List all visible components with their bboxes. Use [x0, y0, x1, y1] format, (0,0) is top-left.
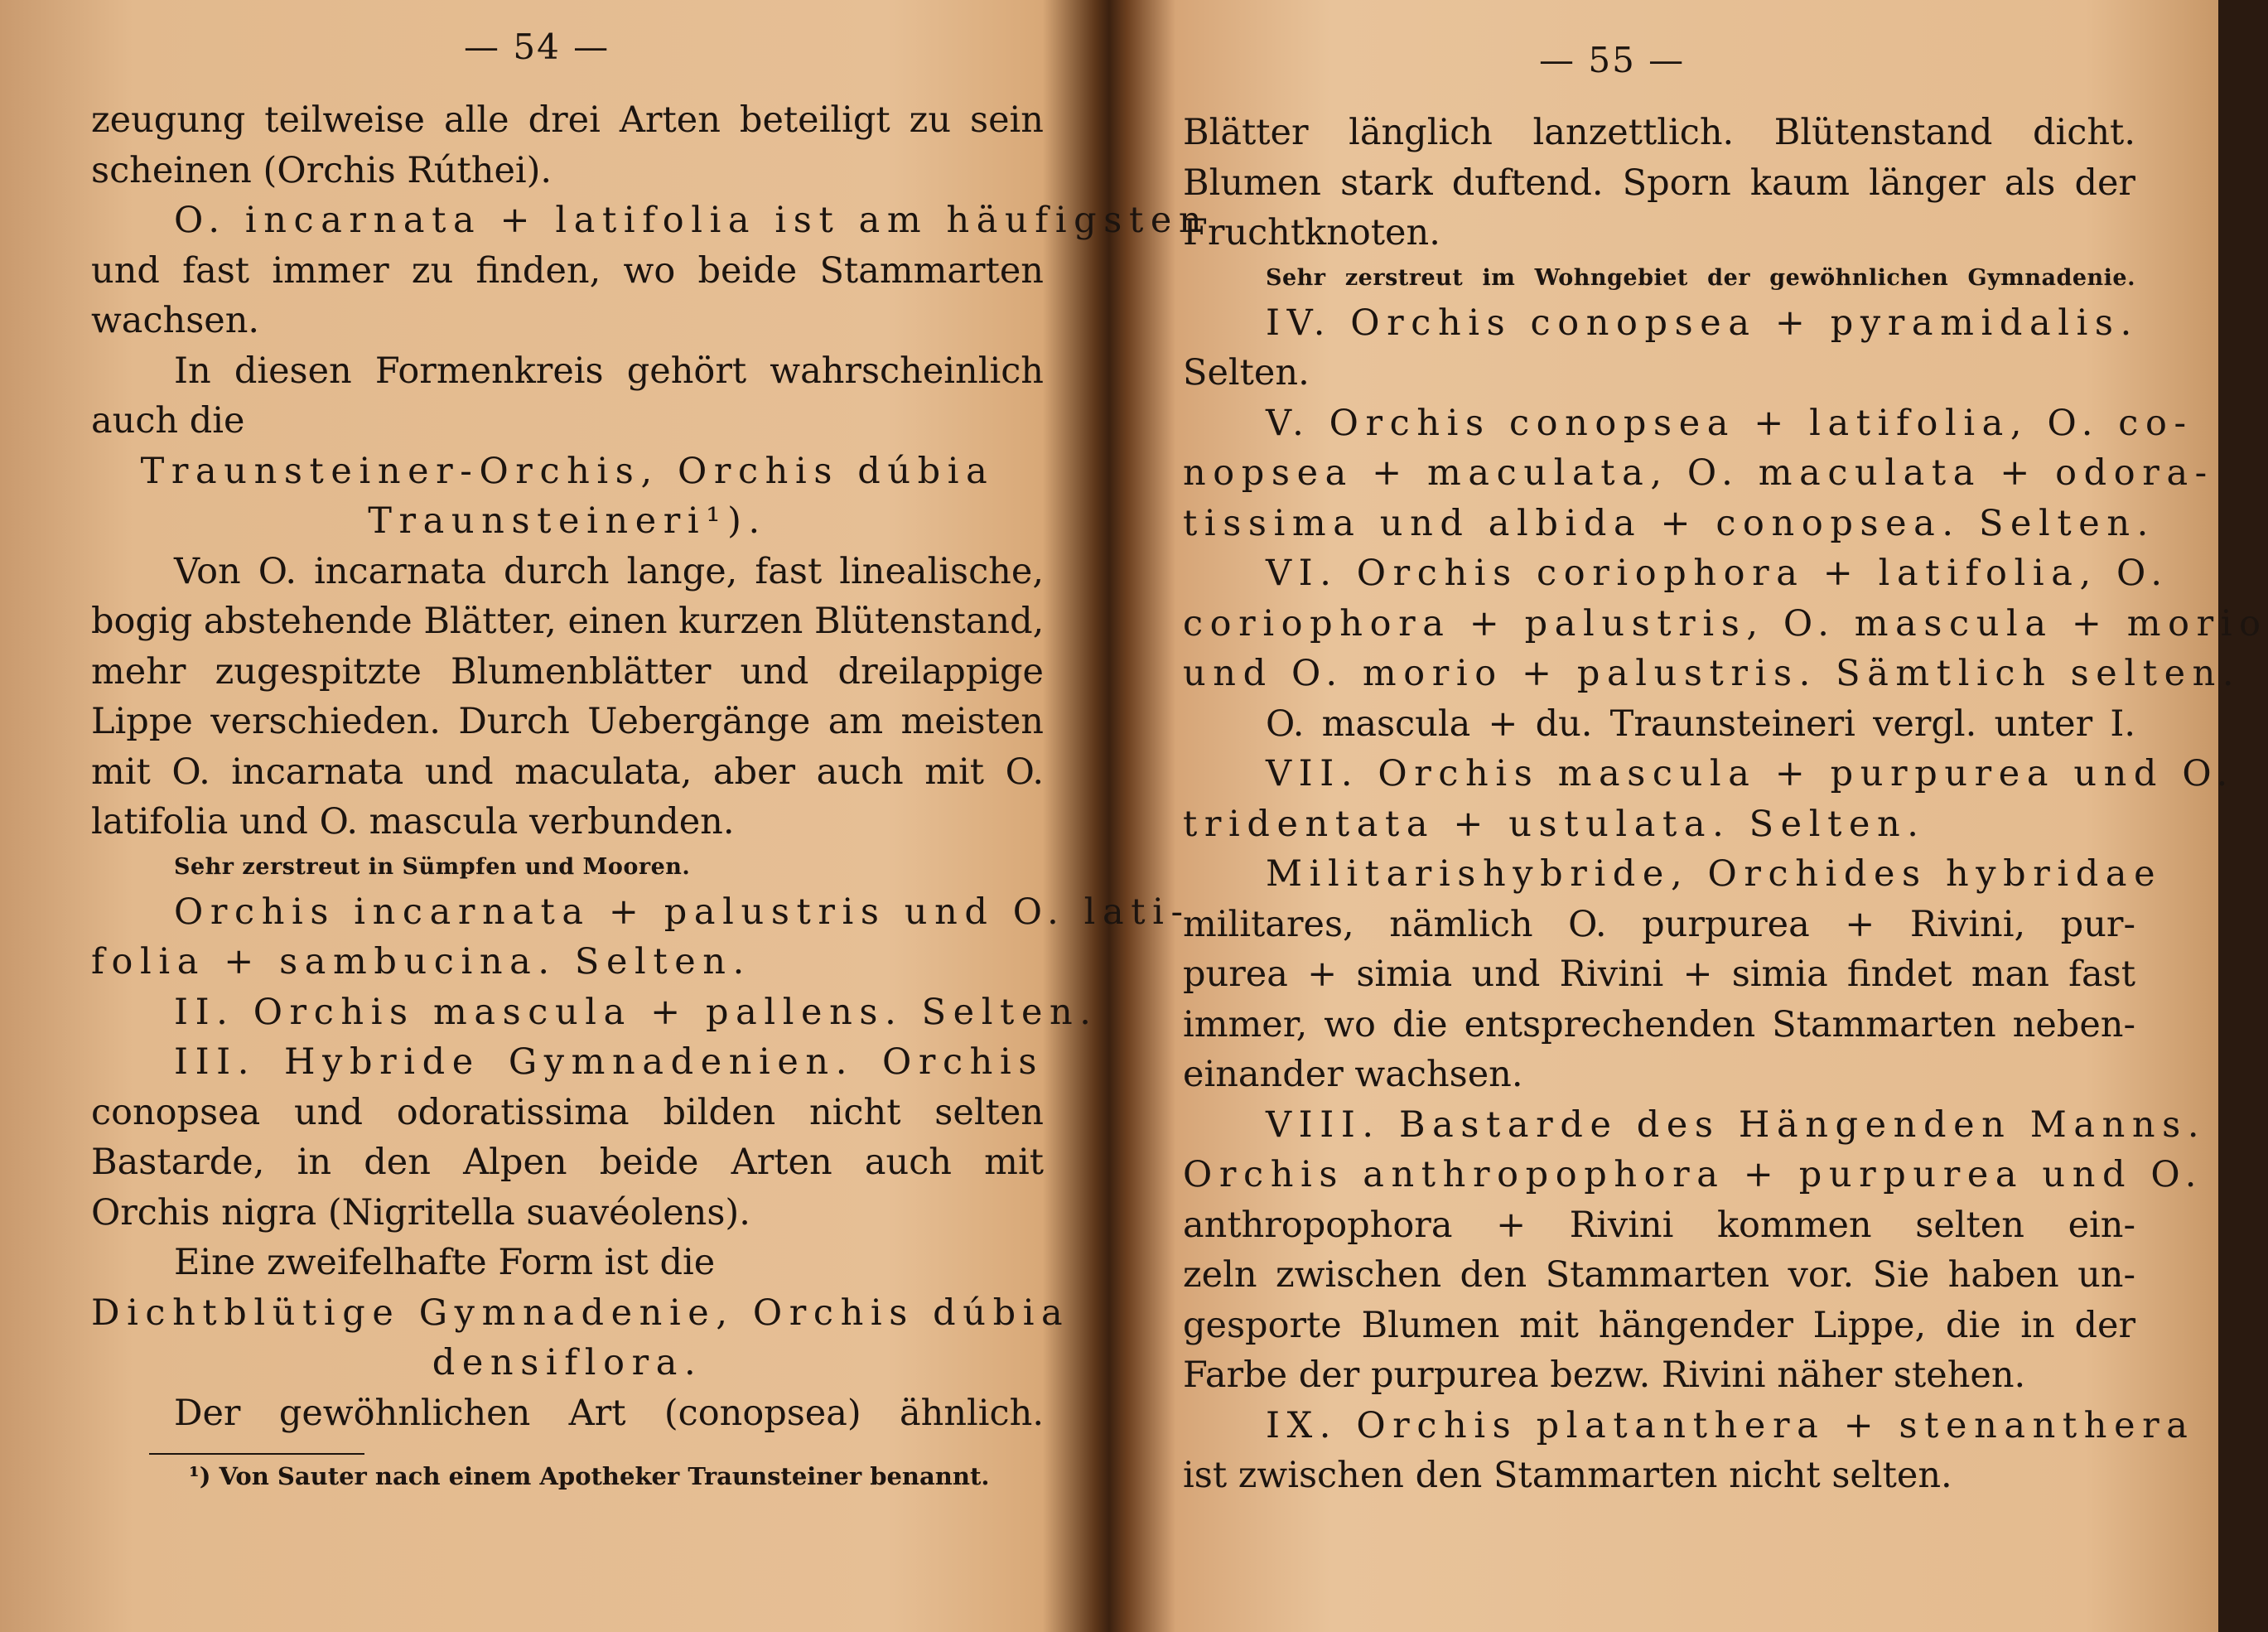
text-line: Blumen stark duftend. Sporn kaum länger als der — [1183, 162, 2135, 204]
text-line: tissima und albida + conopsea. Selten. — [1183, 502, 2155, 544]
text-line: Bastarde, in den Alpen beide Arten auch mit — [91, 1142, 1044, 1183]
text-line: Orchis incarnata + palustris und O. lati- — [174, 891, 1190, 933]
text-line: Orchis nigra (Nigritella suavéolens). — [91, 1191, 750, 1234]
text-line: wachsen. — [91, 300, 260, 341]
page-text — [91, 95, 1209, 1494]
text-line: nopsea + maculata, O. maculata + odora- — [1183, 452, 2214, 494]
text-line: Traunsteiner-Orchis, Orchis dúbia — [140, 450, 995, 492]
text-line: IX. Orchis platanthera + stenanthera — [1266, 1404, 2195, 1446]
text-line: Orchis anthropophora + purpurea und O. — [1183, 1154, 2203, 1195]
text-line: conopsea und odoratissima bilden nicht selten — [91, 1091, 1044, 1133]
text-line: mit O. incarnata und maculata, aber auch mit O. — [91, 751, 1044, 793]
text-line: tridentata + ustulata. Selten. — [1183, 803, 1926, 845]
text-line: Militarishybride, Orchides hybridae — [1266, 853, 2163, 895]
text-line: VI. Orchis coriophora + latifolia, O. — [1266, 553, 2169, 594]
text-line: Farbe der purpurea bezw. Rivini näher stehen. — [1183, 1354, 2026, 1396]
text-line: einander wachsen. — [1183, 1054, 1523, 1095]
text-line: ist zwischen den Stammarten nicht selten. — [1183, 1455, 1952, 1496]
text-line: V. Orchis conopsea + latifolia, O. co- — [1266, 402, 2193, 444]
text-line: anthropophora + Rivini kommen selten ein- — [1183, 1204, 2135, 1246]
text-line: Sehr zerstreut in Sümpfen und Mooren. — [174, 853, 691, 880]
text-line: und O. morio + palustris. Sämtlich selten. — [1183, 653, 2241, 694]
footnote: ¹) Von Sauter nach einem Apotheker Traunsteiner benannt. — [189, 1462, 990, 1490]
text-line: scheinen (Orchis Rúthei). — [91, 149, 553, 191]
text-line: VII. Orchis mascula + purpurea und O. — [1266, 753, 2235, 794]
text-line: zeln zwischen den Stammarten vor. Sie haben un- — [1183, 1254, 2135, 1296]
text-line: Fruchtknoten. — [1183, 212, 1440, 253]
text-line: immer, wo die entsprechenden Stammarten neben- — [1183, 1003, 2135, 1045]
text-line: latifolia und O. mascula verbunden. — [91, 801, 735, 843]
text-line: Eine zweifelhafte Form ist die — [174, 1242, 716, 1283]
text-line: II. Orchis mascula + pallens. Selten. — [174, 991, 1098, 1033]
right-page — [1117, 0, 2268, 1632]
text-line: und fast immer zu finden, wo beide Stammarten — [91, 249, 1044, 292]
text-line: zeugung teilweise alle drei Arten beteiligt zu sein — [91, 99, 1044, 141]
text-line: Sehr zerstreut im Wohngebiet der gewöhnlichen Gymnadenie. — [1266, 264, 2135, 291]
text-line: auch die — [91, 400, 245, 442]
text-line: Lippe verschieden. Durch Uebergänge am meisten — [91, 701, 1044, 742]
text-line: Dichtblütige Gymnadenie, Orchis dúbia — [91, 1292, 1070, 1334]
text-line: In diesen Formenkreis gehört wahrscheinlich — [174, 350, 1044, 392]
footnote-rule — [149, 1453, 364, 1455]
text-line: militares, nämlich O. purpurea + Rivini, pur- — [1183, 903, 2135, 945]
text-line: O. incarnata + latifolia ist am häufigsten — [174, 200, 1209, 241]
text-line: coriophora + palustris, O. mascula + morio — [1183, 602, 2268, 645]
text-line: Der gewöhnlichen Art (conopsea) ähnlich. — [174, 1392, 1044, 1434]
page-number: — 54 — — [464, 27, 610, 67]
text-line: III. Hybride Gymnadenien. Orchis — [174, 1041, 1044, 1083]
text-line: Selten. — [1183, 352, 1310, 394]
text-line: gesporte Blumen mit hängender Lippe, die in der — [1183, 1304, 2135, 1346]
text-line: Traunsteineri¹). — [368, 500, 767, 542]
text-line: folia + sambucina. Selten. — [91, 941, 751, 983]
text-line: bogig abstehende Blätter, einen kurzen Blütenstand, — [91, 601, 1045, 642]
page-text — [1183, 108, 2268, 1501]
page-number: — 55 — — [1539, 40, 1686, 80]
text-line: purea + simia und Rivini + simia findet man fast — [1183, 954, 2135, 995]
text-line: mehr zugespitzte Blumenblätter und dreilappige — [91, 650, 1044, 693]
text-line: Von O. incarnata durch lange, fast linealische, — [174, 550, 1044, 592]
text-line: Blätter länglich lanzettlich. Blütenstand dicht. — [1183, 112, 2135, 153]
text-line: VIII. Bastarde des Hängenden Manns. — [1266, 1103, 2207, 1146]
text-line: O. mascula + du. Traunsteineri vergl. unter I. — [1266, 703, 2135, 745]
text-line: densiflora. — [432, 1342, 703, 1383]
text-line: IV. Orchis conopsea + pyramidalis. — [1266, 302, 2139, 344]
